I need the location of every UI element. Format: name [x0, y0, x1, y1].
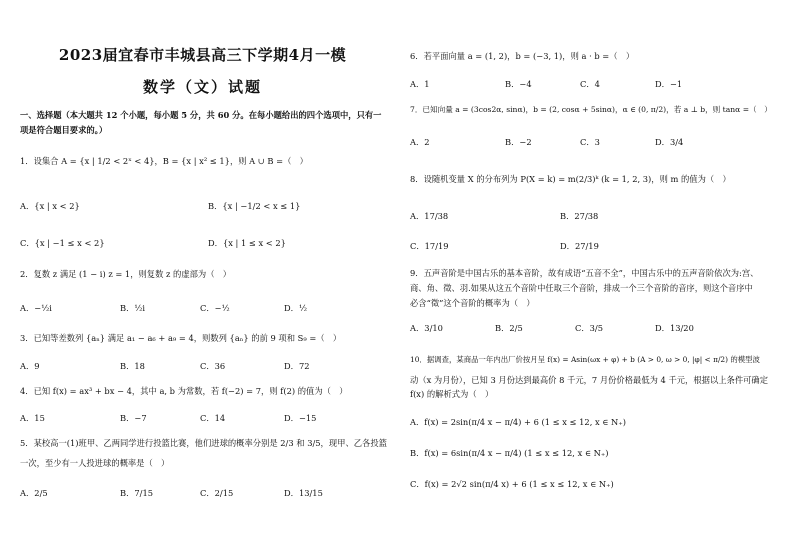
q3-option-a[interactable]: A．9	[20, 361, 40, 371]
question-9-line2: 商、角、徵、羽.如果从这五个音阶中任取三个音阶，排成一个三个音阶的音序，则这个音序中	[410, 283, 753, 293]
q9-option-b[interactable]: B．2/5	[495, 323, 523, 333]
q7-option-b[interactable]: B．−2	[505, 137, 532, 147]
question-2: 2．复数 z 满足 (1 − i) z = 1，则复数 z 的虚部为（ ）	[20, 269, 232, 279]
exam-subtitle: 数学（文）试题	[142, 78, 262, 96]
q10-option-c[interactable]: C．f(x) = 2√2 sin(π/4 x) + 6 (1 ≤ x ≤ 12, x ∈ N₊)	[410, 479, 614, 489]
q4-option-b[interactable]: B．−7	[120, 413, 147, 423]
q9-option-d[interactable]: D．13/20	[655, 323, 694, 333]
q3-option-c[interactable]: C．36	[200, 361, 226, 371]
question-5-line1: 5．某校高一(1)班甲、乙两同学进行投篮比赛，他们进球的概率分别是 2/3 和 3/5，现甲、乙各投篮	[20, 438, 387, 448]
question-10-line2: 动（x 为月份），已知 3 月份达到最高价 8 千元，7 月份价格最低为 4 千元，根据以上条件可确定	[410, 375, 769, 385]
exam-title: 2023届宜春市丰城县高三下学期4月一模	[58, 46, 347, 64]
q10-option-b[interactable]: B．f(x) = 6sin(π/4 x − π/4) (1 ≤ x ≤ 12, x ∈ N₊)	[410, 448, 609, 458]
q6-option-c[interactable]: C．4	[580, 79, 600, 89]
q2-option-b[interactable]: B．½i	[120, 303, 146, 313]
q6-option-d[interactable]: D．−1	[655, 79, 683, 89]
q5-option-d[interactable]: D．13/15	[284, 488, 323, 498]
question-10-line1: 10．据调查，某商品一年内出厂价按月呈 f(x) = Asin(ωx + φ) + b (A > 0, ω > 0, |φ| < π/2) 的模型波	[410, 355, 760, 364]
q8-option-d[interactable]: D．27/19	[560, 241, 599, 251]
q8-option-b[interactable]: B．27/38	[560, 211, 599, 221]
question-9-line1: 9．五声音阶是中国古乐的基本音阶，故有成语“五音不全”，中国古乐中的五声音阶依次为:宫、	[410, 268, 759, 278]
q10-option-a[interactable]: A．f(x) = 2sin(π/4 x − π/4) + 6 (1 ≤ x ≤ 12, x ∈ N₊)	[410, 417, 626, 427]
question-5-line2: 一次，至少有一人投进球的概率是（ ）	[20, 458, 170, 468]
q7-option-c[interactable]: C．3	[580, 137, 600, 147]
q5-option-c[interactable]: C．2/15	[200, 488, 234, 498]
question-8: 8．设随机变量 X 的分布列为 P(X = k) = m(2/3)ᵏ (k = 1, 2, 3)，则 m 的值为（ ）	[410, 174, 731, 184]
q3-option-b[interactable]: B．18	[120, 361, 145, 371]
q2-option-c[interactable]: C．−½	[200, 303, 230, 313]
q8-option-a[interactable]: A．17/38	[410, 211, 449, 221]
q1-option-a[interactable]: A．{x | x < 2}	[20, 201, 80, 211]
q7-option-a[interactable]: A．2	[410, 137, 430, 147]
section-heading-line1: 一、选择题（本大题共 12 个小题，每小题 5 分，共 60 分。在每小题给出的四个选项中，只有一	[20, 110, 382, 120]
q9-option-c[interactable]: C．3/5	[575, 323, 603, 333]
q4-option-d[interactable]: D．−15	[284, 413, 317, 423]
q5-option-b[interactable]: B．7/15	[120, 488, 154, 498]
q6-option-a[interactable]: A．1	[410, 79, 430, 89]
q2-option-d[interactable]: D．½	[284, 303, 307, 313]
q7-option-d[interactable]: D．3/4	[655, 137, 684, 147]
q1-option-d[interactable]: D．{x | 1 ≤ x < 2}	[208, 238, 286, 248]
q1-option-c[interactable]: C．{x | −1 ≤ x < 2}	[20, 238, 105, 248]
q3-option-d[interactable]: D．72	[284, 361, 310, 371]
question-3: 3．已知等差数列 {aₙ} 满足 a₁ − a₆ + a₉ = 4，则数列 {aₙ} 的前 9 项和 S₉ =（ ）	[20, 333, 342, 343]
question-4: 4．已知 f(x) = ax³ + bx − 4，其中 a, b 为常数，若 f(−2) = 7，则 f(2) 的值为（ ）	[20, 386, 348, 396]
q2-option-a[interactable]: A．−½i	[20, 303, 52, 313]
question-1: 1．设集合 A = {x | 1/2 < 2ˣ < 4}，B = {x | x² ≤ 1}，则 A ∪ B =（ ）	[20, 156, 308, 166]
question-7: 7．已知向量 a = (3cos2α, sinα)，b = (2, cosα + 5sinα)，α ∈ (0, π/2)，若 a ⊥ b，则 tanα =（ ）	[410, 105, 772, 114]
q4-option-a[interactable]: A．15	[20, 413, 45, 423]
q8-option-c[interactable]: C．17/19	[410, 241, 449, 251]
q9-option-a[interactable]: A．3/10	[410, 323, 443, 333]
q4-option-c[interactable]: C．14	[200, 413, 226, 423]
question-9-line3: 必含“徵”这个音阶的概率为（ ）	[410, 298, 535, 308]
q6-option-b[interactable]: B．−4	[505, 79, 532, 89]
q1-option-b[interactable]: B．{x | −1/2 < x ≤ 1}	[208, 201, 301, 211]
section-heading-line2: 项是符合题目要求的。）	[20, 125, 108, 135]
q5-option-a[interactable]: A．2/5	[20, 488, 48, 498]
question-6: 6．若平面向量 a = (1, 2)，b = (−3, 1)，则 a · b =（ ）	[410, 51, 635, 61]
question-10-line3: f(x) 的解析式为（ ）	[410, 389, 494, 399]
